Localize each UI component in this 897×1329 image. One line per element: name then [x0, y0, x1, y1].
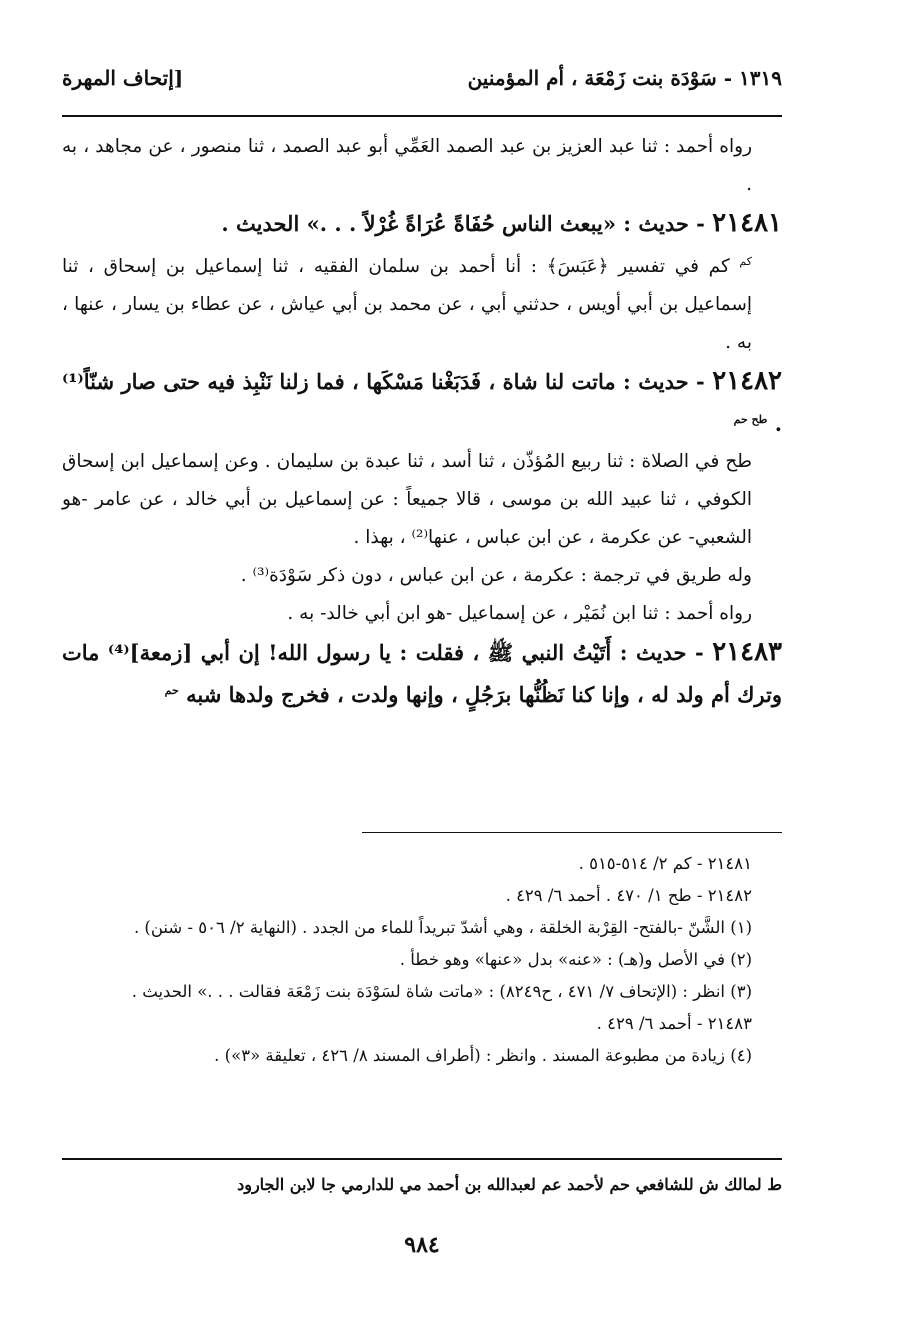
- footnote: ٢١٤٨٢ - طح ١/ ٤٧٠ . أحمد ٦/ ٤٢٩ .: [505, 886, 752, 905]
- book-title: [إتحاف المهرة: [62, 66, 184, 90]
- hadith-text: - حديث : «يبعث الناس حُفَاةً عُرَاةً غُرْلاً . . .» الحديث .: [221, 211, 705, 236]
- paragraph-4: وله طريق في ترجمة : عكرمة ، عن ابن عباس ، دون ذكر سَوْدَة⁽³⁾ .: [240, 565, 752, 587]
- footnote: (٢) في الأصل و(هـ) : «عنه» بدل «عنها» وهو خطأ .: [399, 950, 752, 969]
- paragraph-5: رواه أحمد : ثنا ابن نُمَيْر ، عن إسماعيل -هو ابن أبي خالد- به .: [287, 603, 752, 625]
- hadith-21481: [62, 204, 782, 243]
- hadith-number: ٢١٤٨١: [712, 208, 782, 238]
- source-symbol: طح حم: [733, 413, 768, 427]
- source-symbol: حم: [164, 684, 179, 698]
- paragraph-2: [62, 243, 782, 362]
- footnote: ٢١٤٨١ - كم ٢/ ٥١٤-٥١٥ .: [578, 854, 752, 873]
- main-text: [62, 128, 782, 714]
- footnote: ٢١٤٨٣ - أحمد ٦/ ٤٢٩ .: [596, 1014, 752, 1033]
- footnote: (٣) انظر : (الإتحاف ٧/ ٤٧١ ، ح٨٢٤٩) : «ماتت شاة لسَوْدَة بنت زَمْعَة فقالت . . .» الحديث .: [131, 982, 752, 1001]
- book-page: [62, 0, 782, 1329]
- paragraph-3: طح في الصلاة : ثنا ربيع المُؤذّن ، ثنا أسد ، ثنا عبدة بن سليمان . وعن إسماعيل ابن إسحاق الكوفي ، ثنا عبيد الله بن موسى ، قالا جميعاً : عن إسماعيل بن أبي خالد ، عن عامر -هو الشعبي- عن عكرمة ، عن ابن عباس ، عنها⁽²⁾ ، بهذا .: [62, 451, 752, 549]
- hadith-number: ٢١٤٨٢: [712, 366, 783, 397]
- hadith-21483: [62, 633, 782, 714]
- legend-rule: [62, 1158, 782, 1160]
- header-rule: [62, 115, 782, 117]
- page-number: ٩٨٤: [404, 1232, 440, 1258]
- hadith-text: - حديث : أَتَيْتُ النبي ﷺ ، فقلت : يا رسول الله! إن أبي [زمعة]⁽⁴⁾ مات وترك أم ولد له ، وإنا كنا نَظُنُّها برَجُلٍ ، وإنها ولدت ، فخرج ولدها شبه: [62, 640, 782, 708]
- hadith-21482: [62, 362, 782, 443]
- footnote: (٤) زيادة من مطبوعة المسند . وانظر : (أطراف المسند ٨/ ٤٢٦ ، تعليقة «٣») .: [214, 1046, 752, 1065]
- hadith-number: ٢١٤٨٣: [712, 637, 783, 668]
- page-header: [62, 62, 782, 102]
- chapter-title: ١٣١٩ - سَوْدَة بنت زَمْعَة ، أم المؤمنين: [467, 66, 782, 90]
- footnote-rule: [362, 832, 782, 833]
- hadith-text: - حديث : ماتت لنا شاة ، فَدَبَغْنا مَسْكَها ، فما زلنا نَنْبِذ فيه حتى صار شنّاً⁽¹⁾ .: [62, 369, 782, 437]
- paragraph-1: رواه أحمد : ثنا عبد العزيز بن عبد الصمد العَمِّي أبو عبد الصمد ، ثنا منصور ، عن مجاهد ، به .: [62, 136, 752, 195]
- symbol-legend: ط لمالك ش للشافعي حم لأحمد عم لعبدالله بن أحمد مي للدارمي جا لابن الجارود: [237, 1175, 782, 1194]
- footnotes: [62, 848, 782, 1072]
- paragraph-text: كم في تفسير ﴿عَبَسَ﴾ : أنا أحمد بن سلمان الفقيه ، ثنا إسماعيل بن إسحاق ، ثنا إسماعيل بن أبي أويس ، حدثني أبي ، عن محمد بن أبي عياش ، عن عطاء بن يسار ، عنها ، به .: [62, 256, 752, 354]
- source-symbol: كم: [739, 255, 752, 268]
- footnote: (١) الشَّنّ -بالفتح- القِرْبة الخلقة ، وهي أشدّ تبريداً للماء من الجدد . (النهاية ٢/ ٥٠٦ - شنن) .: [133, 918, 752, 937]
